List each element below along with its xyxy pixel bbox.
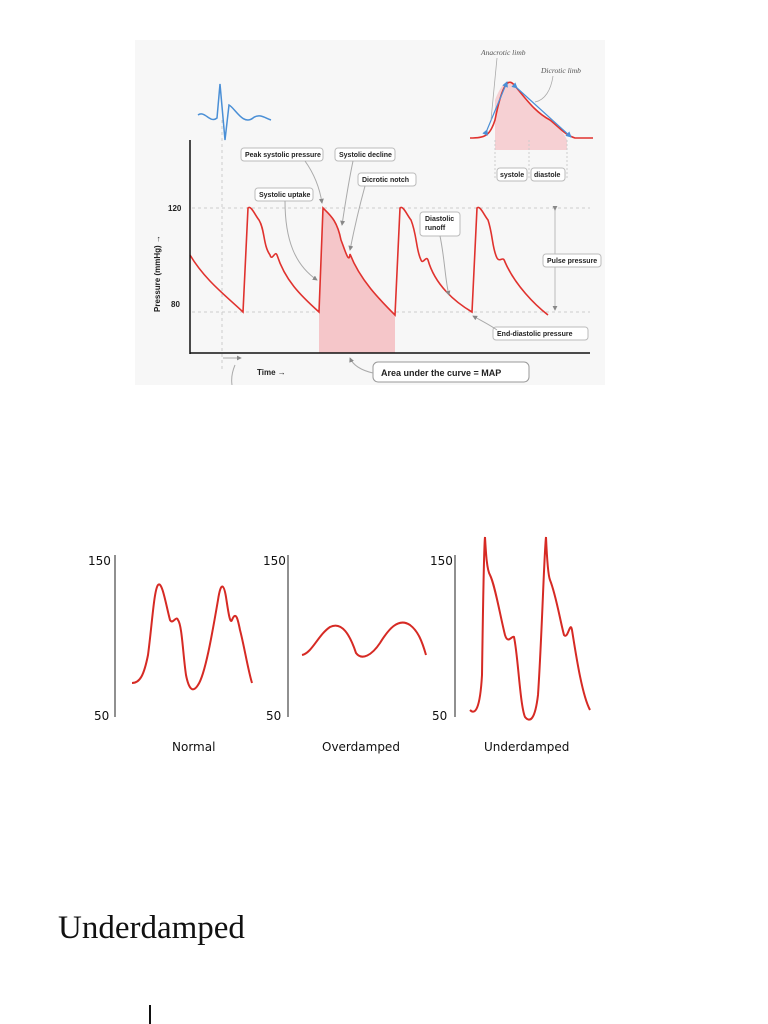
y-tick-80: 80 [171,300,180,309]
y-axis-label: Pressure (mmHg) → [153,235,162,312]
panel-overdamped [263,554,426,754]
callout-peak-systolic-text: Peak systolic pressure [245,152,321,159]
inset-diastole-label: diastole [534,172,561,179]
overdamped-waveform [302,623,426,657]
panel-overdamped-ymax: 150 [263,554,286,568]
y-tick-120: 120 [168,204,182,213]
callout-end-diastolic-text: End-diastolic pressure [497,331,573,338]
inset-systole-label: systole [500,172,525,179]
x-axis-label: Time → [257,368,286,377]
panel-underdamped [430,537,590,754]
panel-underdamped-ymin: 50 [432,709,448,723]
callout-systolic-decline-text: Systolic decline [339,152,392,159]
panel-normal-caption: Normal [172,740,216,754]
arterial-waveform-diagram [135,40,605,385]
callout-systolic-uptake-text: Systolic uptake [259,192,311,199]
panel-normal-ymin: 50 [94,709,110,723]
panel-normal [88,554,252,754]
normal-waveform [132,584,252,689]
section-heading: Underdamped [58,910,245,946]
panel-underdamped-caption: Underdamped [484,740,570,754]
inset-anacrotic-label: Anacrotic limb [481,48,526,57]
callout-diastolic-runoff-text: Diastolic runoff [425,216,455,232]
text-cursor [149,1005,151,1024]
panel-overdamped-ymin: 50 [266,709,282,723]
callout-map-text: Area under the curve = MAP [381,368,502,378]
callout-dicrotic-notch-text: Dicrotic notch [362,177,410,184]
panel-normal-ymax: 150 [88,554,111,568]
panel-overdamped-caption: Overdamped [322,740,400,754]
panel-underdamped-ymax: 150 [430,554,453,568]
callout-pulse-pressure-text: Pulse pressure [547,258,598,265]
damping-comparison-figure [80,525,610,760]
inset-dicrotic-label: Dicrotic limb [541,66,581,75]
underdamped-waveform [470,537,590,720]
